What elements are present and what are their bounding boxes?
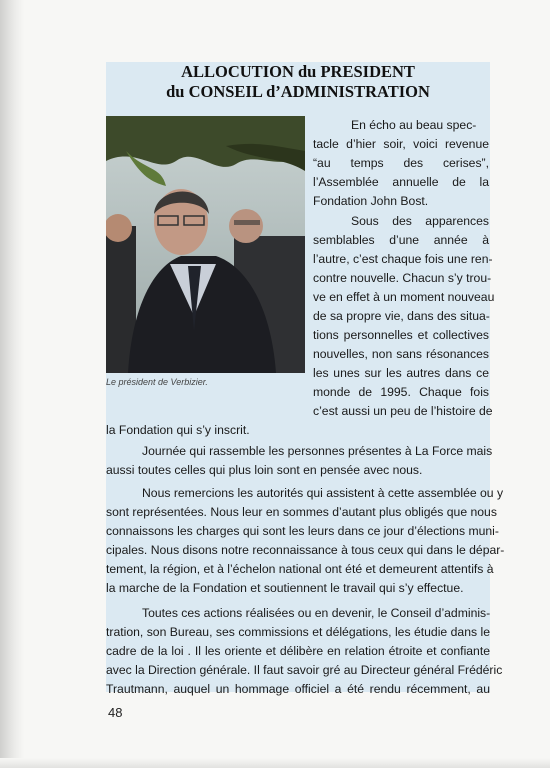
text-line: tement, la région, et à l’échelon national ont été et demeurent attentifs à: [106, 562, 494, 576]
article-title: [106, 62, 490, 102]
text-line: En écho au beau spec-: [351, 118, 477, 132]
title-line-1: ALLOCUTION du PRESIDENT: [181, 62, 415, 81]
text-line: contre nouvelle. Chacun s’y trou-: [313, 271, 492, 285]
page-bottom-edge: [0, 758, 550, 768]
text-line: ve en effet à un moment nouveau: [313, 290, 495, 304]
text-line: Journée qui rassemble les personnes présentes à La Force mais: [142, 444, 493, 458]
text-line: “au temps des cerises”,: [313, 156, 489, 170]
text-line: de sa propre vie, dans des situa-: [313, 309, 490, 323]
text-line: la marche de la Fondation et soutiennent le travail qui s’y effectue.: [106, 581, 464, 595]
text-line: monde de 1995. Chaque fois: [313, 385, 489, 399]
text-line: avec la Direction générale. Il faut savoir gré au Directeur général Frédéric: [106, 663, 503, 677]
page-binding-shadow: [0, 0, 24, 768]
text-line: cipales. Nous disons notre reconnaissance à tous ceux qui dans le dépar-: [106, 543, 505, 557]
text-line: Toutes ces actions réalisées ou en devenir, le Conseil d’adminis-: [142, 606, 491, 620]
photo-caption: Le président de Verbizier.: [106, 377, 208, 387]
text-line: l’autre, c’est chaque fois une ren-: [313, 252, 493, 266]
text-line: tacle d’hier soir, voici revenue: [313, 137, 489, 151]
text-line: les unes sur les autres dans ce: [313, 366, 489, 380]
text-line: tions personnelles et collectives: [313, 328, 489, 342]
text-line: l’Assemblée annuelle de la: [313, 175, 489, 189]
text-line: sont représentées. Nous leur en sommes d’autant plus obligés que nous: [106, 505, 497, 519]
text-line: Fondation John Bost.: [313, 194, 429, 208]
page-number: 48: [108, 705, 123, 720]
text-line: Sous des apparences: [351, 214, 489, 228]
text-line: Nous remercions les autorités qui assistent à cette assemblée ou y: [142, 486, 504, 500]
text-line: la Fondation qui s’y inscrit.: [106, 423, 250, 437]
text-line: nouvelles, non sans résonances: [313, 347, 489, 361]
text-line: aussi toutes celles qui plus loin sont en pensée avec nous.: [106, 463, 423, 477]
text-line: tration, son Bureau, ses commissions et délégations, les étudie dans le: [106, 625, 490, 639]
president-photo: [106, 116, 305, 373]
text-line: cadre de la loi . Il les oriente et délibère en relation étroite et confiante: [106, 644, 490, 658]
text-line: semblables d’une année à: [313, 233, 489, 247]
text-line: c’est aussi un peu de l’histoire de: [313, 404, 493, 418]
title-line-2: du CONSEIL d’ADMINISTRATION: [166, 82, 430, 101]
text-line: Trautmann, auquel un hommage officiel a été rendu récemment, au: [106, 682, 490, 696]
text-line: connaissons les charges qui sont les leurs dans ce jour d’élections muni-: [106, 524, 499, 538]
